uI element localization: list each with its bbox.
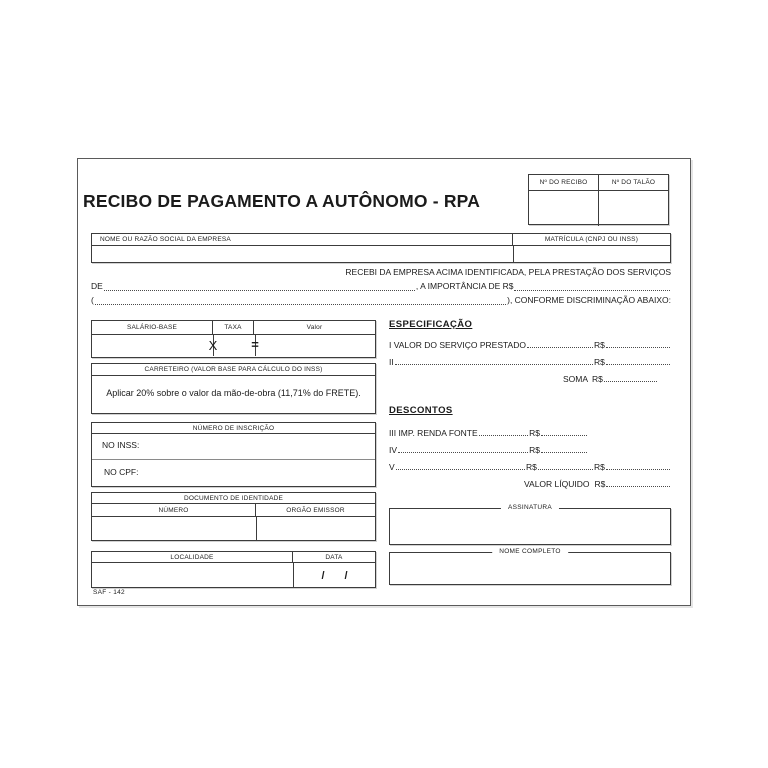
discounts-header: DESCONTOS bbox=[389, 405, 453, 416]
currency-symbol: R$ bbox=[594, 479, 606, 489]
salary-base-col-label: SALÁRIO-BASE bbox=[92, 321, 213, 334]
identity-number-label: NÚMERO bbox=[92, 504, 256, 516]
receipt-no-field bbox=[529, 191, 599, 226]
net-value-label: VALOR LÍQUIDO bbox=[524, 479, 590, 489]
salary-base-table bbox=[91, 320, 376, 358]
discounts-section bbox=[389, 405, 671, 489]
date-label: DATA bbox=[325, 553, 343, 561]
soma-label: SOMA bbox=[563, 374, 589, 384]
company-name-field bbox=[92, 246, 514, 263]
currency-symbol: R$ bbox=[594, 357, 605, 367]
specification-section bbox=[389, 319, 671, 384]
declaration-line2-mid: , A IMPORTÂNCIA DE R$ bbox=[415, 281, 514, 291]
currency-symbol: R$ bbox=[592, 374, 603, 384]
inss-number-row bbox=[92, 434, 375, 460]
currency-symbol: R$ bbox=[594, 340, 605, 350]
specification-row-2 bbox=[389, 350, 671, 367]
full-name-label: NOME COMPLETO bbox=[492, 548, 568, 555]
date-slash: / bbox=[344, 569, 348, 582]
full-name-box bbox=[389, 548, 671, 585]
multiply-symbol: X bbox=[208, 338, 218, 353]
date-field bbox=[294, 563, 375, 588]
currency-symbol: R$ bbox=[529, 445, 540, 455]
declaration-line1: RECEBI DA EMPRESA ACIMA IDENTIFICADA, PELA PRESTAÇÃO DOS SERVIÇOS bbox=[345, 267, 671, 277]
spec-row1-label: I VALOR DO SERVIÇO PRESTADO bbox=[389, 340, 526, 350]
signature-box bbox=[389, 504, 671, 545]
specification-header: ESPECIFICAÇÃO bbox=[389, 319, 473, 330]
signature-label: ASSINATURA bbox=[501, 504, 559, 511]
receipt-no-label: Nº DO RECIBO bbox=[529, 175, 599, 190]
declaration-line2 bbox=[91, 279, 671, 293]
inscription-header: NÚMERO DE INSCRIÇÃO bbox=[92, 423, 375, 434]
soma-row bbox=[563, 367, 658, 384]
declaration-line3 bbox=[91, 293, 671, 307]
currency-symbol: R$ bbox=[529, 428, 540, 438]
date-slash: / bbox=[321, 569, 325, 582]
discount-row-4 bbox=[389, 438, 588, 455]
company-registration-field bbox=[514, 246, 670, 263]
discount-row4-label: IV bbox=[389, 445, 398, 455]
form-title: RECIBO DE PAGAMENTO A AUTÔNOMO - RPA bbox=[83, 191, 481, 211]
tax-col-label: TAXA bbox=[213, 321, 254, 334]
inscription-box bbox=[91, 422, 376, 487]
discount-row5-label: V bbox=[389, 462, 395, 472]
cpf-label: NO CPF: bbox=[104, 467, 139, 477]
company-table bbox=[91, 233, 671, 263]
declaration-line3-suffix: ), CONFORME DISCRIMINAÇÃO ABAIXO: bbox=[507, 295, 671, 305]
declaration-paragraph bbox=[91, 265, 671, 307]
carreteiro-box bbox=[91, 363, 376, 414]
form-code: SAF - 142 bbox=[93, 589, 125, 596]
equals-symbol: = bbox=[251, 337, 259, 352]
net-value-row bbox=[389, 472, 671, 489]
specification-row-1 bbox=[389, 333, 671, 350]
identity-header: DOCUMENTO DE IDENTIDADE bbox=[92, 493, 375, 504]
identity-document-box bbox=[91, 492, 376, 541]
inss-label: NO INSS: bbox=[102, 440, 140, 450]
identity-issuer-field bbox=[257, 517, 375, 541]
declaration-line3-prefix: ( bbox=[91, 295, 94, 305]
discount-row3-label: III IMP. RENDA FONTE bbox=[389, 428, 478, 438]
company-registration-label: MATRÍCULA (CNPJ OU INSS) bbox=[544, 236, 639, 243]
declaration-line2-prefix: DE bbox=[91, 281, 103, 291]
rpa-form-sheet bbox=[77, 158, 691, 606]
spec-row2-label: II bbox=[389, 357, 394, 367]
carreteiro-header: CARRETEIRO (VALOR BASE PARA CÁLCULO DO INSS) bbox=[92, 364, 375, 376]
locality-label: LOCALIDADE bbox=[92, 552, 293, 562]
currency-symbol: R$ bbox=[594, 462, 605, 472]
receipt-number-table bbox=[528, 174, 669, 225]
company-name-label: NOME OU RAZÃO SOCIAL DA EMPRESA bbox=[92, 234, 513, 245]
discount-row-3 bbox=[389, 421, 588, 438]
cpf-number-row bbox=[92, 460, 375, 486]
locality-date-box bbox=[91, 551, 376, 588]
value-col-label: Valor bbox=[306, 324, 323, 331]
carreteiro-instruction: Aplicar 20% sobre o valor da mão-de-obra (11,71% do FRETE). bbox=[106, 388, 361, 398]
stub-no-label: Nº DO TALÃO bbox=[611, 179, 656, 186]
locality-field bbox=[92, 563, 294, 588]
currency-symbol: R$ bbox=[526, 462, 537, 472]
stub-no-field bbox=[599, 191, 668, 226]
discount-row-5 bbox=[389, 455, 671, 472]
identity-issuer-label: ORGÃO EMISSOR bbox=[286, 506, 345, 514]
identity-number-field bbox=[92, 517, 257, 541]
